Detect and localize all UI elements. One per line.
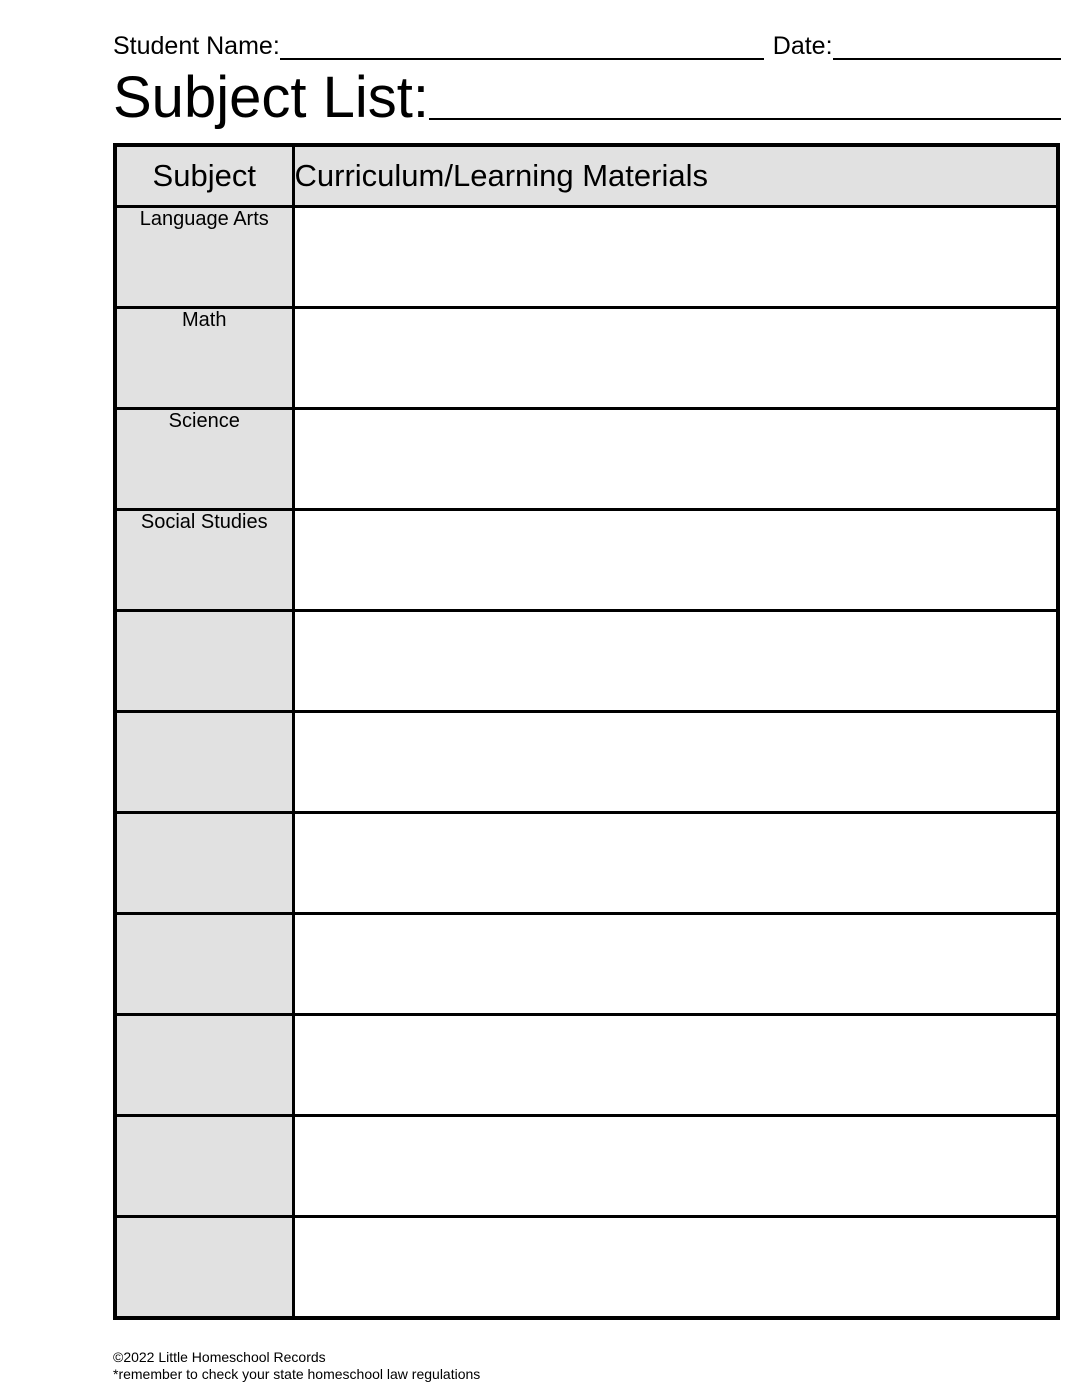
materials-cell[interactable] xyxy=(293,712,1058,813)
table-row xyxy=(115,308,1058,409)
materials-cell[interactable] xyxy=(293,207,1058,308)
materials-cell[interactable] xyxy=(293,1217,1058,1319)
table-row xyxy=(115,207,1058,308)
subject-cell[interactable] xyxy=(115,914,293,1015)
copyright-text: ©2022 Little Homeschool Records xyxy=(113,1349,326,1365)
table-row xyxy=(115,712,1058,813)
table-row xyxy=(115,510,1058,611)
subject-list-field[interactable] xyxy=(429,64,1061,120)
page-title: Subject List: xyxy=(113,65,429,130)
table-row xyxy=(115,1116,1058,1217)
table-row xyxy=(115,409,1058,510)
column-header-materials: Curriculum/Learning Materials xyxy=(293,145,1058,207)
column-header-subject: Subject xyxy=(115,145,293,207)
materials-cell[interactable] xyxy=(293,611,1058,712)
materials-cell[interactable] xyxy=(293,409,1058,510)
footer-note: *remember to check your state homeschool law regulations xyxy=(113,1366,481,1382)
subject-cell[interactable] xyxy=(115,611,293,712)
subject-cell[interactable]: Math xyxy=(115,308,293,409)
materials-cell[interactable] xyxy=(293,813,1058,914)
title-line xyxy=(113,64,1061,130)
table-row xyxy=(115,1217,1058,1319)
materials-cell[interactable] xyxy=(293,1015,1058,1116)
materials-cell[interactable] xyxy=(293,510,1058,611)
footer xyxy=(113,1349,480,1383)
subject-cell[interactable] xyxy=(115,1217,293,1319)
table-row xyxy=(115,914,1058,1015)
subject-cell[interactable] xyxy=(115,712,293,813)
student-name-label: Student Name: xyxy=(113,32,280,60)
student-name-field[interactable] xyxy=(280,36,764,60)
subject-cell[interactable]: Science xyxy=(115,409,293,510)
subject-cell[interactable]: Language Arts xyxy=(115,207,293,308)
subject-cell[interactable] xyxy=(115,1116,293,1217)
subject-cell[interactable] xyxy=(115,813,293,914)
header-line xyxy=(113,28,1061,60)
subject-cell[interactable] xyxy=(115,1015,293,1116)
table-row xyxy=(115,813,1058,914)
materials-cell[interactable] xyxy=(293,914,1058,1015)
materials-cell[interactable] xyxy=(293,1116,1058,1217)
date-label: Date: xyxy=(772,32,833,60)
date-field[interactable] xyxy=(833,36,1061,60)
materials-cell[interactable] xyxy=(293,308,1058,409)
table-row xyxy=(115,611,1058,712)
subject-table xyxy=(113,143,1060,1320)
table-row xyxy=(115,1015,1058,1116)
table-header-row xyxy=(115,145,1058,207)
subject-cell[interactable]: Social Studies xyxy=(115,510,293,611)
